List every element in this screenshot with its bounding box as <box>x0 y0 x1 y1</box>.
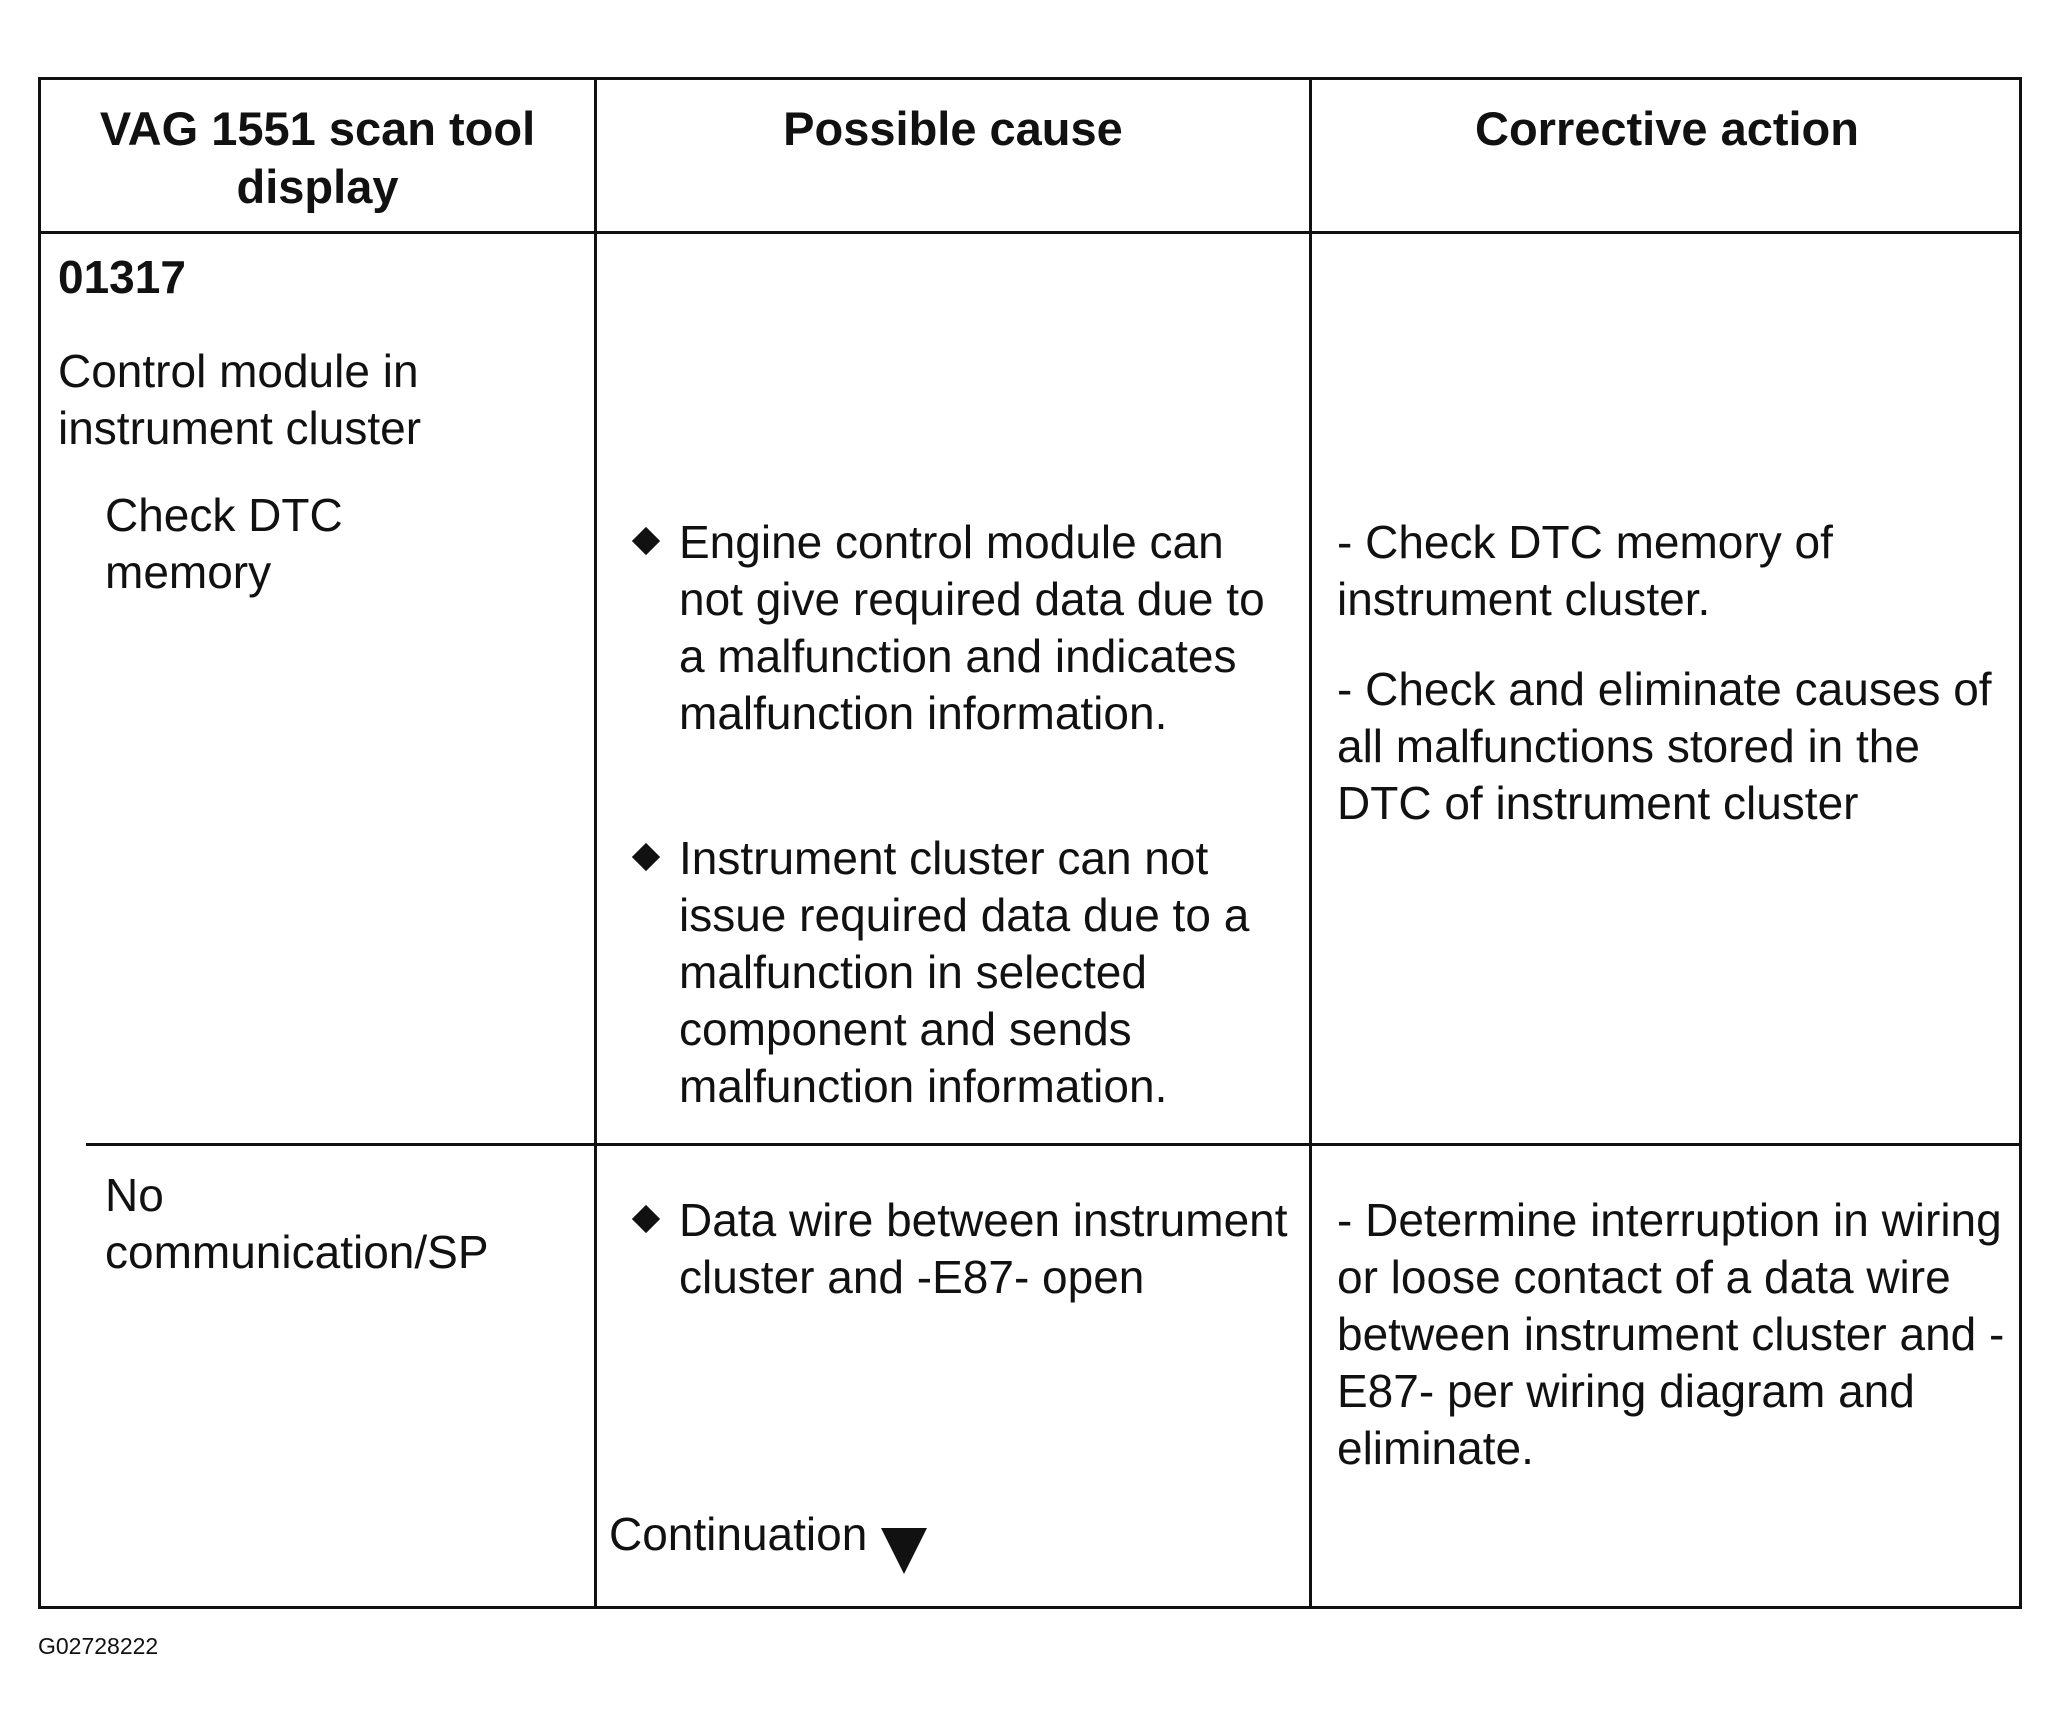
row2-action-1: - Determine interruption in wiring or loose contact of a data wire between instrument cluster and -E87- per wiring diagram and eliminate. <box>1337 1194 2005 1474</box>
header-possible-cause: Possible cause <box>783 102 1123 155</box>
dtc-code: 01317 <box>58 251 186 303</box>
header-scan-tool-display: VAG 1551 scan tool display <box>99 102 536 213</box>
row1-action-2: - Check and eliminate causes of all malfunctions stored in the DTC of instrument cluster <box>1337 663 1992 829</box>
diamond-bullet-icon <box>632 1205 660 1233</box>
dtc-title: Control module in instrument cluster <box>58 345 422 454</box>
row1-action-1: - Check DTC memory of instrument cluster. <box>1337 516 1833 625</box>
figure-id: G02728222 <box>38 1633 159 1659</box>
row1-display: Check DTC memory <box>105 489 343 598</box>
dtc-table <box>38 77 2022 1609</box>
row1-cause-2 <box>679 830 1299 1115</box>
row-divider <box>86 1143 2019 1146</box>
row2-cause-1-text: Data wire between instrument cluster and -E87- open <box>679 1194 1288 1303</box>
row1-cause-1-text: Engine control module can not give required data due to a malfunction and indicates malfunction information. <box>679 516 1265 739</box>
row2-cause-1 <box>679 1192 1299 1306</box>
continuation-label: Continuation <box>609 1508 868 1560</box>
down-triangle-icon <box>881 1528 927 1574</box>
diamond-bullet-icon <box>632 843 660 871</box>
row1-cause-2-text: Instrument cluster can not issue required data due to a malfunction in selected component and sends malfunction information. <box>679 832 1250 1112</box>
row2-display: No communication/SP <box>105 1169 489 1278</box>
header-corrective-action: Corrective action <box>1475 102 1859 155</box>
column-divider <box>594 80 597 1606</box>
diamond-bullet-icon <box>632 527 660 555</box>
row1-cause-1 <box>679 514 1299 742</box>
header-divider <box>41 231 2019 234</box>
column-divider <box>1309 80 1312 1606</box>
